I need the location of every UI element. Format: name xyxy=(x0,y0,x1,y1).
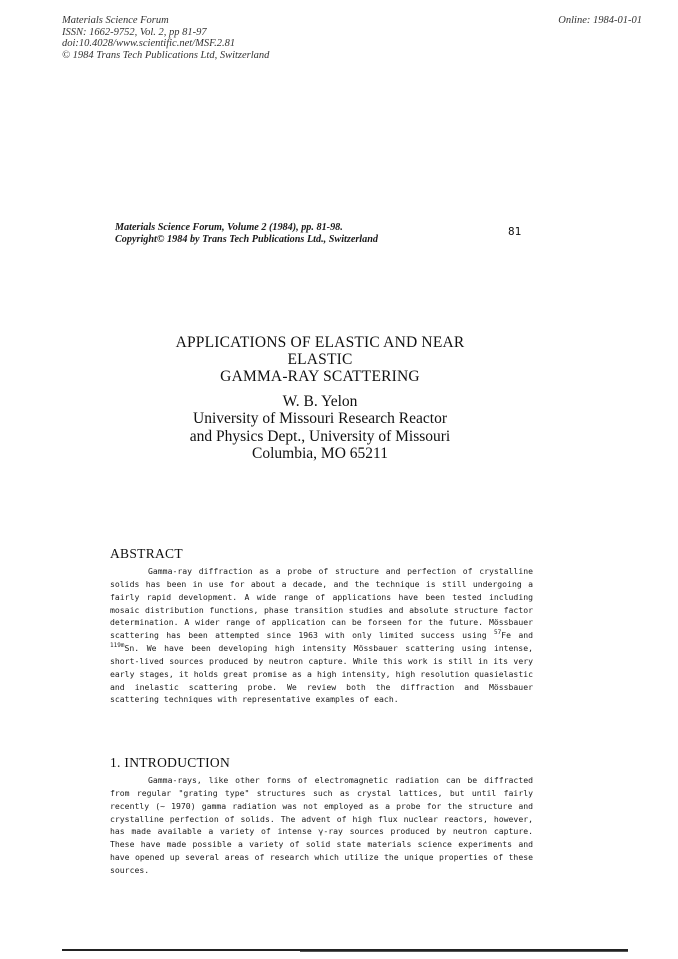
title-line-2: ELASTIC xyxy=(287,351,353,368)
introduction-body xyxy=(110,774,533,877)
abstract-text-part-2: Fe and xyxy=(501,630,533,641)
publication-metadata xyxy=(62,15,269,61)
introduction-heading: 1. INTRODUCTION xyxy=(110,755,230,770)
paper-title xyxy=(0,334,640,385)
metadata-line-journal: Materials Science Forum xyxy=(62,15,169,26)
title-line-3: GAMMA-RAY SCATTERING xyxy=(220,368,420,385)
metadata-line-issn: ISSN: 1662-9752, Vol. 2, pp 81-97 xyxy=(62,26,207,38)
author-block xyxy=(0,393,640,463)
title-line-1: APPLICATIONS OF ELASTIC AND NEAR xyxy=(175,334,465,351)
author-name: W. B. Yelon xyxy=(282,393,358,410)
abstract-body xyxy=(110,565,533,706)
journal-reference xyxy=(115,222,378,246)
online-date: Online: 1984-01-01 xyxy=(558,15,642,26)
author-affiliation-3: Columbia, MO 65211 xyxy=(252,445,388,463)
isotope-superscript-fe: 57 xyxy=(493,629,502,637)
author-affiliation-1: University of Missouri Research Reactor xyxy=(193,410,447,428)
author-affiliation-2: and Physics Dept., University of Missouri xyxy=(189,427,451,445)
page-number: 81 xyxy=(508,225,522,238)
journal-citation: Materials Science Forum, Volume 2 (1984), pp. 81-98. xyxy=(115,222,343,233)
abstract-paragraph xyxy=(110,565,533,706)
introduction-paragraph: Gamma-rays, like other forms of electromagnetic radiation can be diffracted from regular "grating type" structures such as crystal lattices, but until fairly recently (~ 1970) gamma radiation was not employed as a probe for the structure and crystalline perfection of solids. The advent of high flux nuclear reactors, however, has made available a variety of intense γ-ray sources produced by neutron capture. These have made possible a variety of solid state materials science experiments and have opened up several areas of research which utilize the unique properties of these sources. xyxy=(110,775,533,875)
metadata-line-doi[interactable]: doi:10.4028/www.scientific.net/MSF.2.81 xyxy=(62,38,236,50)
isotope-superscript-sn: 119m xyxy=(110,642,125,650)
page-bottom-rule-secondary xyxy=(300,951,628,952)
metadata-line-copyright: © 1984 Trans Tech Publications Ltd, Switzerland xyxy=(62,49,270,61)
abstract-text-part-1: Gamma-ray diffraction as a probe of structure and perfection of crystalline solids has been in use for about a decade, and the technique is still undergoing a fairly rapid development. A wide range of applications have been tested including mosaic distribution functions, phase transition studies and absolute structure factor determination. A wider range of application can be forseen for the future. Mössbauer scattering has been attempted since 1963 with only limited success using xyxy=(110,566,533,641)
journal-copyright: Copyright© 1984 by Trans Tech Publications Ltd., Switzerland xyxy=(115,234,378,246)
abstract-text-part-3: Sn. We have been developing high intensity Mössbauer scattering using intense, short-lived sources produced by neutron capture. While this work is still in its very early stages, it holds great promise as a high intensity, high resolution quasielastic and inelastic scattering probe. We review both the diffraction and Mössbauer scattering techniques with representative examples of each. xyxy=(110,643,533,705)
abstract-heading: ABSTRACT xyxy=(110,546,183,561)
